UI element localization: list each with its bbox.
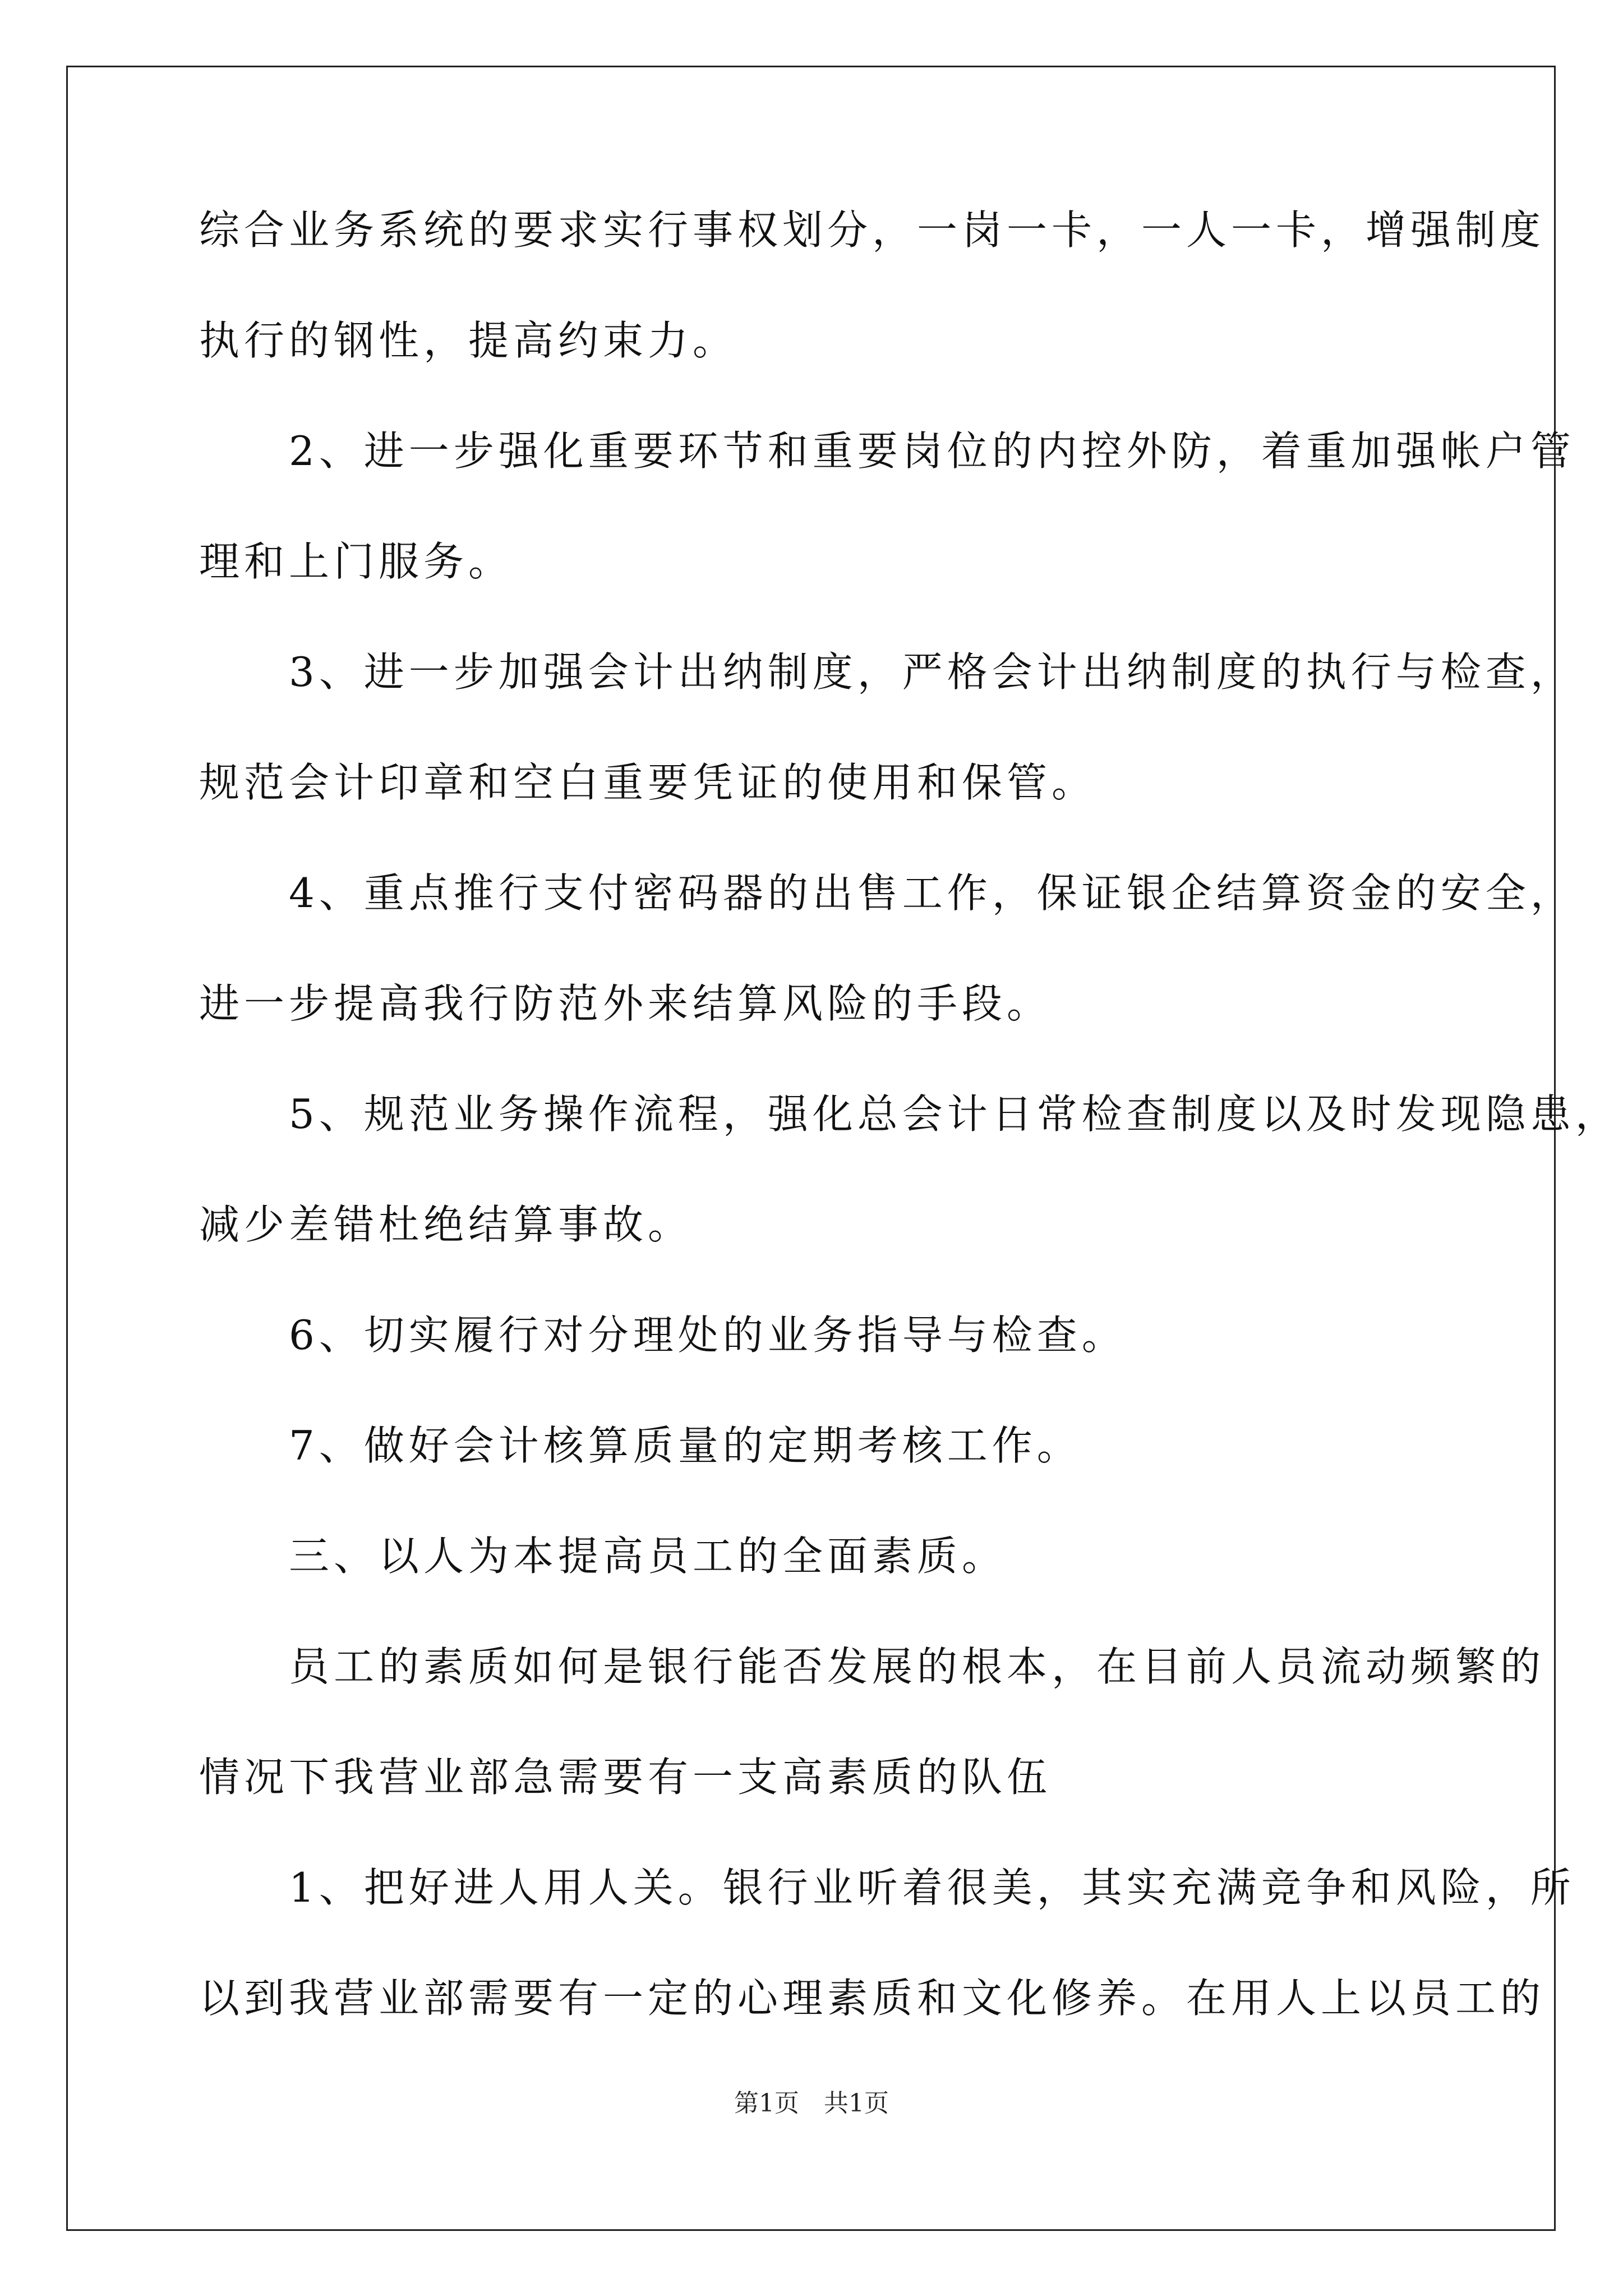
body-line: 5、规范业务操作流程，强化总会计日常检查制度以及时发现隐患， [199,1091,1620,1138]
page-number-footer: 第1页 共1页 [734,2089,889,2118]
body-line: 3、进一步加强会计出纳制度，严格会计出纳制度的执行与检查， [199,648,1575,696]
body-line: 执行的钢性，提高约束力。 [199,317,738,364]
body-line: 7、做好会计核算质量的定期考核工作。 [199,1422,1082,1469]
body-line: 进一步提高我行防范外来结算风险的手段。 [199,980,1052,1027]
body-line: 6、切实履行对分理处的业务指导与检查。 [199,1312,1127,1359]
body-line: 情况下我营业部急需要有一支高素质的队伍 [199,1754,1052,1801]
body-line: 减少差错杜绝结算事故。 [199,1201,693,1248]
body-line: 员工的素质如何是银行能否发展的根本，在目前人员流动频繁的 [199,1643,1546,1690]
body-line: 规范会计印章和空白重要凭证的使用和保管。 [199,759,1097,806]
body-line: 综合业务系统的要求实行事权划分，一岗一卡，一人一卡，增强制度 [199,206,1546,254]
body-line: 1、把好进人用人关。银行业听着很美，其实充满竞争和风险，所 [199,1864,1575,1911]
body-line: 以到我营业部需要有一定的心理素质和文化修养。在用人上以员工的 [199,1975,1546,2022]
body-line: 理和上门服务。 [199,538,514,585]
body-line: 三、以人为本提高员工的全面素质。 [199,1533,1007,1580]
body-line: 2、进一步强化重要环节和重要岗位的内控外防，着重加强帐户管 [199,427,1575,475]
body-line: 4、重点推行支付密码器的出售工作，保证银企结算资金的安全， [199,869,1575,917]
